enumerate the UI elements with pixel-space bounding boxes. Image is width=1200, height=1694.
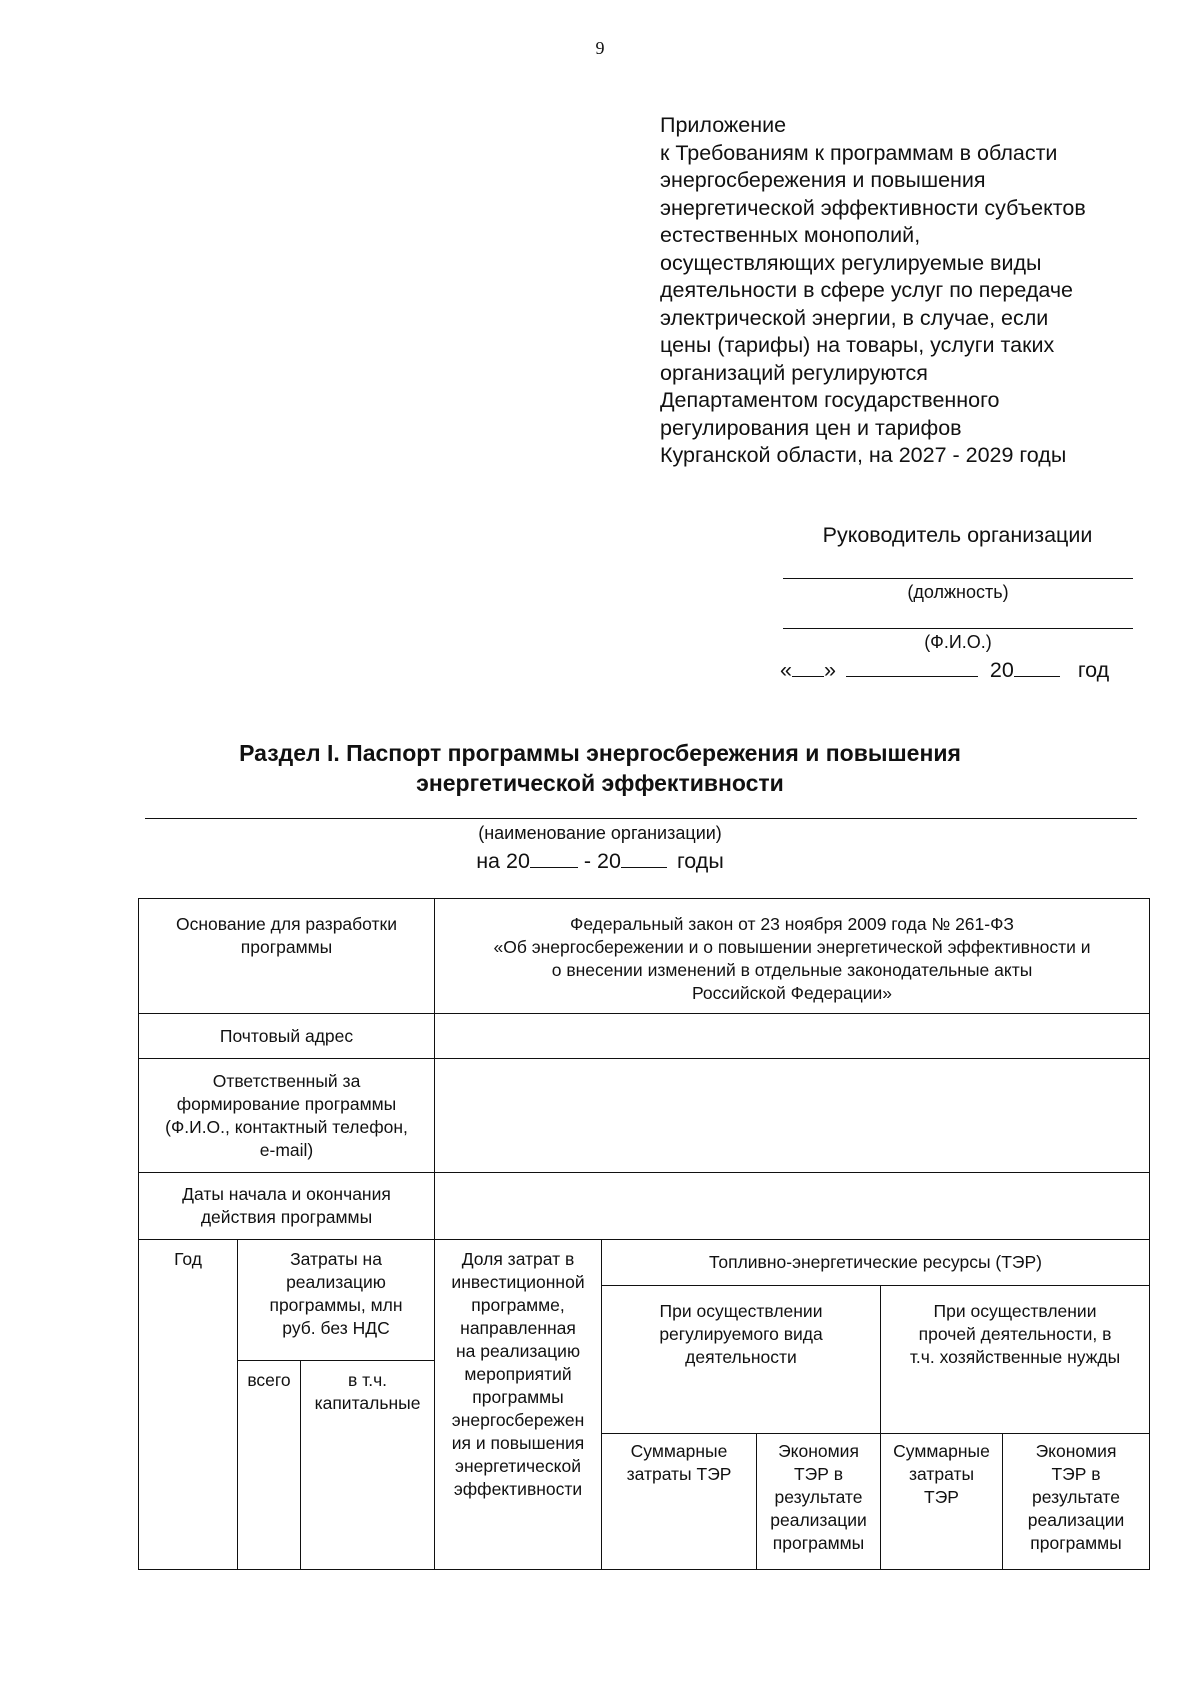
postal-address-label: Почтовый адрес bbox=[139, 1014, 435, 1059]
appendix-line: регулирования цен и тарифов bbox=[660, 415, 962, 440]
date-close-quote: » bbox=[823, 658, 836, 682]
name-caption: (Ф.И.О.) bbox=[924, 632, 992, 652]
date-year-word: год bbox=[1077, 658, 1110, 682]
total-costs-header: всего bbox=[238, 1361, 301, 1570]
approval-date-line bbox=[780, 656, 1140, 683]
day-blank bbox=[792, 656, 824, 677]
end-year-blank bbox=[621, 847, 667, 868]
year-blank bbox=[1014, 656, 1060, 677]
appendix-block bbox=[660, 112, 1180, 470]
appendix-line: к Требованиям к программам в области bbox=[660, 140, 1058, 165]
date-open-quote: « bbox=[780, 658, 792, 682]
regulated-ter-saving-header: Экономия ТЭР в результате реализации программы bbox=[757, 1434, 881, 1570]
years-prefix: на 20 bbox=[476, 849, 530, 873]
month-blank bbox=[846, 656, 978, 677]
approval-heading: Руководитель организации bbox=[822, 523, 1093, 547]
other-activity-header: При осуществлении прочей деятельности, в т.ч. хозяйственные нужды bbox=[881, 1286, 1150, 1434]
organization-name-line bbox=[145, 818, 1137, 819]
page-number: 9 bbox=[595, 38, 605, 58]
responsible-label: Ответственный за формирование программы (Ф.И.О., контактный телефон, e-mail) bbox=[139, 1059, 435, 1173]
table-row bbox=[139, 1173, 1150, 1240]
appendix-line: цены (тарифы) на товары, услуги таких bbox=[660, 333, 1055, 357]
table-row bbox=[139, 1014, 1150, 1059]
table-row bbox=[139, 899, 1150, 1014]
table-row bbox=[139, 1059, 1150, 1173]
section-title-line: энергетической эффективности bbox=[416, 770, 784, 796]
date-century: 20 bbox=[989, 658, 1014, 682]
years-dash: - 20 bbox=[583, 849, 621, 873]
regulated-activity-header: При осуществлении регулируемого вида деятельности bbox=[602, 1286, 881, 1434]
appendix-line: энергетической эффективности субъектов bbox=[660, 195, 1086, 220]
dates-value[interactable] bbox=[435, 1173, 1150, 1240]
capital-costs-header: в т.ч. капитальные bbox=[301, 1361, 435, 1570]
name-signature-line bbox=[783, 628, 1133, 629]
table-header-row bbox=[139, 1240, 1150, 1286]
passport-table bbox=[138, 898, 1150, 1570]
program-years bbox=[0, 847, 1200, 874]
postal-address-value[interactable] bbox=[435, 1014, 1150, 1059]
years-suffix: годы bbox=[676, 849, 724, 873]
position-signature-line bbox=[783, 578, 1133, 579]
appendix-line: Департаментом государственного bbox=[660, 388, 1000, 412]
dates-label: Даты начала и окончания действия программы bbox=[139, 1173, 435, 1240]
ter-header: Топливно-энергетические ресурсы (ТЭР) bbox=[602, 1240, 1150, 1286]
other-ter-saving-header: Экономия ТЭР в результате реализации программы bbox=[1003, 1434, 1150, 1570]
appendix-line: энергосбережения и повышения bbox=[660, 168, 986, 192]
section-title bbox=[0, 738, 1200, 798]
regulated-total-ter-header: Суммарные затраты ТЭР bbox=[602, 1434, 757, 1570]
basis-value: Федеральный закон от 23 ноября 2009 года № 261-ФЗ «Об энергосбережении и о повышении энергетической эффективности и о внесении изменений в отдельные законодательные акты Российской Федерации» bbox=[435, 899, 1150, 1014]
responsible-value[interactable] bbox=[435, 1059, 1150, 1173]
organization-caption: (наименование организации) bbox=[478, 823, 722, 843]
appendix-line: естественных монополий, bbox=[660, 223, 921, 247]
appendix-line: Курганской области, на 2027 - 2029 годы bbox=[660, 443, 1067, 467]
start-year-blank bbox=[530, 847, 578, 868]
appendix-line: организаций регулируются bbox=[660, 360, 928, 385]
appendix-line: осуществляющих регулируемые виды bbox=[660, 250, 1042, 275]
year-header: Год bbox=[139, 1240, 238, 1570]
basis-label: Основание для разработки программы bbox=[139, 899, 435, 1014]
appendix-line: деятельности в сфере услуг по передаче bbox=[660, 278, 1074, 302]
costs-header: Затраты на реализацию программы, млн руб. без НДС bbox=[238, 1240, 435, 1361]
position-caption: (должность) bbox=[907, 582, 1009, 602]
share-header: Доля затрат в инвестиционной программе, направленная на реализацию мероприятий программы энергосбережен ия и повышения энергетической эффективности bbox=[435, 1240, 602, 1570]
other-total-ter-header: Суммарные затраты ТЭР bbox=[881, 1434, 1003, 1570]
section-title-line: Раздел I. Паспорт программы энергосбережения и повышения bbox=[239, 740, 961, 766]
appendix-line: электрической энергии, в случае, если bbox=[660, 305, 1049, 330]
appendix-line: Приложение bbox=[660, 113, 787, 137]
